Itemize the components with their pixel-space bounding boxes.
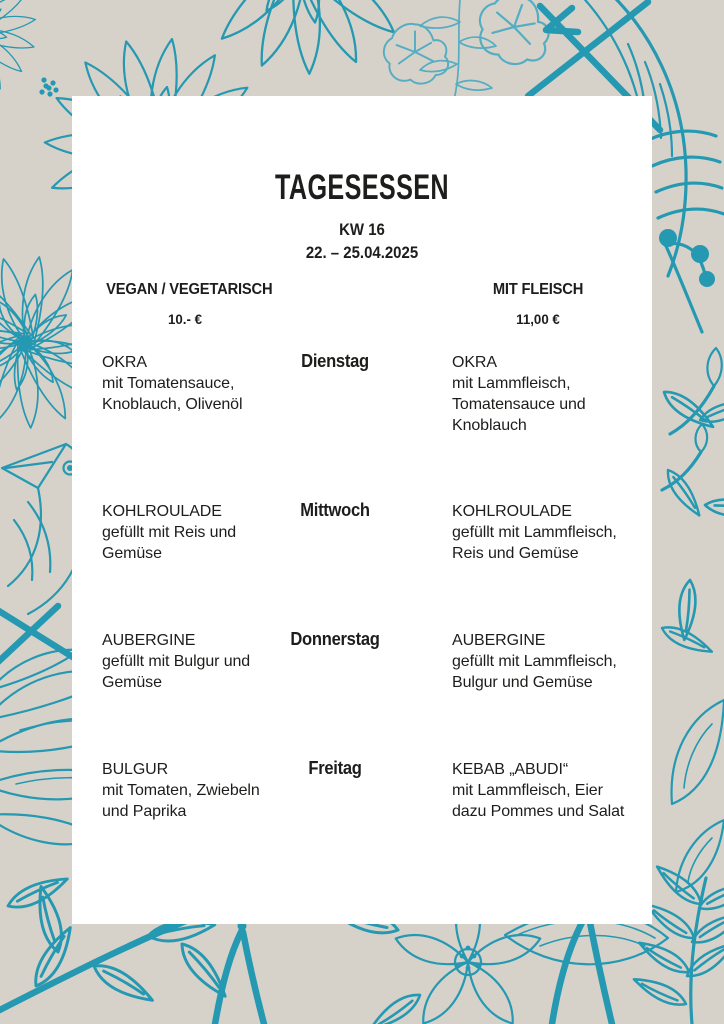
meat-dish	[452, 630, 642, 693]
menu-card	[72, 96, 652, 924]
dish-name: BULGUR	[102, 761, 169, 778]
day-label: Dienstag	[301, 351, 369, 371]
menu-subhead	[72, 218, 652, 264]
column-header-meat: MIT FLEISCH	[492, 281, 584, 298]
meat-dish	[452, 759, 642, 822]
dish-name: AUBERGINE	[452, 632, 546, 649]
vegan-dish	[102, 501, 287, 564]
dish-description: mit Tomaten, Zwiebeln und Paprika	[102, 782, 260, 820]
vegan-dish	[102, 352, 287, 415]
day-label: Freitag	[308, 758, 362, 778]
meat-dish	[452, 352, 642, 436]
dish-description: gefüllt mit Reis und Gemüse	[102, 524, 237, 562]
page-title: TAGESESSEN	[275, 168, 449, 207]
vegan-dish	[102, 759, 287, 822]
carnation-plant-illustration	[384, 0, 560, 100]
dish-name: OKRA	[452, 354, 497, 371]
dish-description: gefüllt mit Bulgur und Gemüse	[102, 653, 251, 691]
dish-name: AUBERGINE	[102, 632, 196, 649]
column-header-vegan: VEGAN / VEGETARISCH	[106, 281, 273, 298]
calendar-week: KW 16	[339, 220, 385, 239]
dish-description: gefüllt mit Lammfleisch, Bulgur und Gemüse	[452, 653, 617, 691]
vegan-dish	[102, 630, 287, 693]
dish-description: mit Lammfleisch, Eier dazu Pommes und Salat	[452, 782, 625, 820]
price-meat: 11,00 €	[516, 311, 560, 327]
price-vegan: 10.- €	[167, 311, 203, 327]
day-label: Donnerstag	[290, 629, 380, 649]
pom-flower-icon	[39, 77, 58, 96]
dish-name: KEBAB „ABUDI“	[452, 761, 569, 778]
dish-description: mit Tomatensauce, Knoblauch, Olivenöl	[102, 375, 243, 413]
dish-name: KOHLROULADE	[452, 503, 572, 520]
dish-name: KOHLROULADE	[102, 503, 222, 520]
dish-description: gefüllt mit Lammfleisch, Reis und Gemüse	[452, 524, 617, 562]
dish-name: OKRA	[102, 354, 147, 371]
day-label: Mittwoch	[300, 500, 370, 520]
flower-buds-right-illustration	[659, 348, 724, 660]
date-range: 22. – 25.04.2025	[305, 243, 419, 262]
meat-dish	[452, 501, 642, 564]
dish-description: mit Lammfleisch, Tomatensauce und Knoblauch	[452, 375, 586, 434]
big-leaves-right-illustration	[672, 700, 724, 892]
